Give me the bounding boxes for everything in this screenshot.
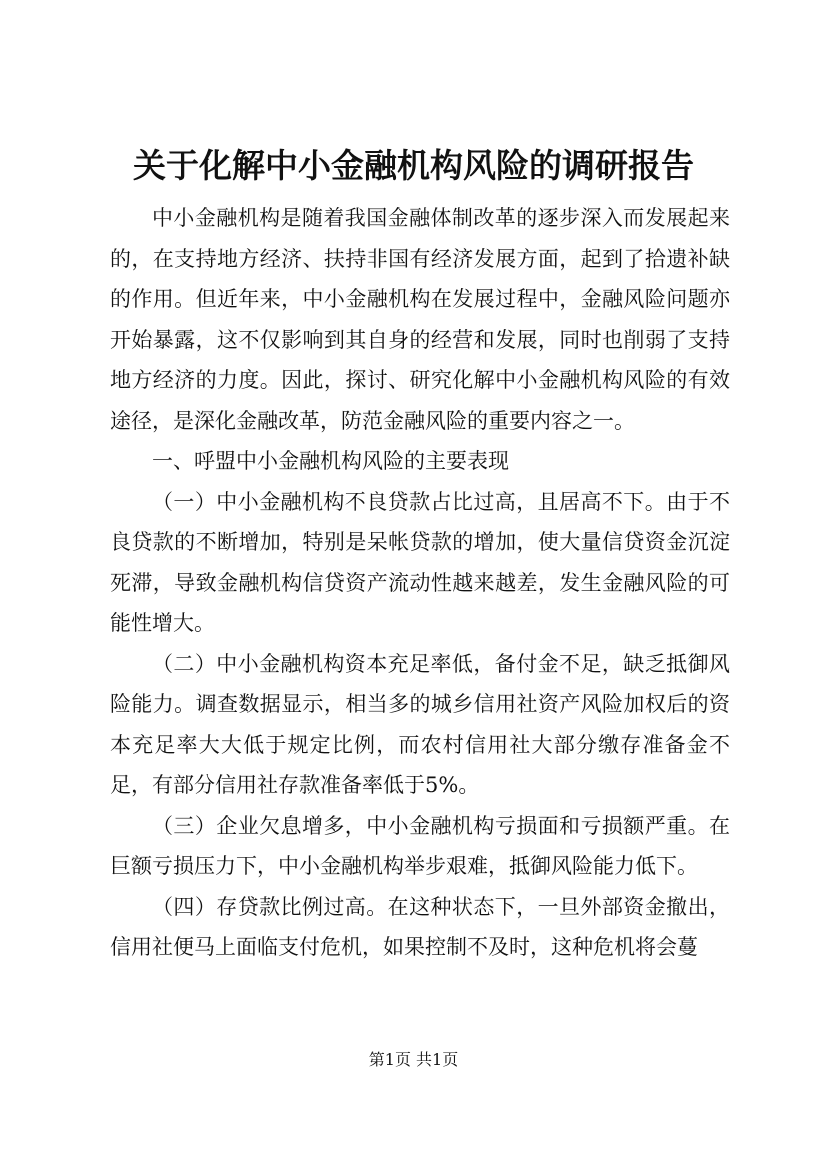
section-heading-1: 一、呼盟中小金融机构风险的主要表现 [152,449,509,473]
document-body [110,198,730,968]
document-title: 关于化解中小金融机构风险的调研报告 [133,146,694,185]
paragraph-item-3: （三）企业欠息增多，中小金融机构亏损面和亏损额严重。在巨额亏损压力下，中小金融机构举步艰难，抵御风险能力低下。 [110,813,730,878]
paragraph-intro: 中小金融机构是随着我国金融体制改革的逐步深入而发展起来的，在支持地方经济、扶持非国有经济发展方面，起到了拾遗补缺的作用。但近年来，中小金融机构在发展过程中，金融风险问题亦开始暴露，这不仅影响到其自身的经营和发展，同时也削弱了支持地方经济的力度。因此，探讨、研究化解中小金融机构风险的有效途径，是深化金融改革，防范金融风险的重要内容之一。 [110,206,730,433]
page-footer: 第1页 共1页 [368,1050,459,1069]
paragraph-item-4: （四）存贷款比例过高。在这种状态下，一旦外部资金撤出，信用社便马上面临支付危机，如果控制不及时，这种危机将会蔓 [110,894,730,959]
paragraph-item-2: （二）中小金融机构资本充足率低，备付金不足，缺乏抵御风险能力。调查数据显示，相当多的城乡信用社资产风险加权后的资本充足率大大低于规定比例，而农村信用社大部分缴存准备金不足，有部分信用社存款准备率低于5%。 [110,651,730,797]
paragraph-item-1: （一）中小金融机构不良贷款占比过高，且居高不下。由于不良贷款的不断增加，特别是呆帐贷款的增加，使大量信贷资金沉淀死滞，导致金融机构信贷资产流动性越来越差，发生金融风险的可能性增大。 [110,489,730,635]
